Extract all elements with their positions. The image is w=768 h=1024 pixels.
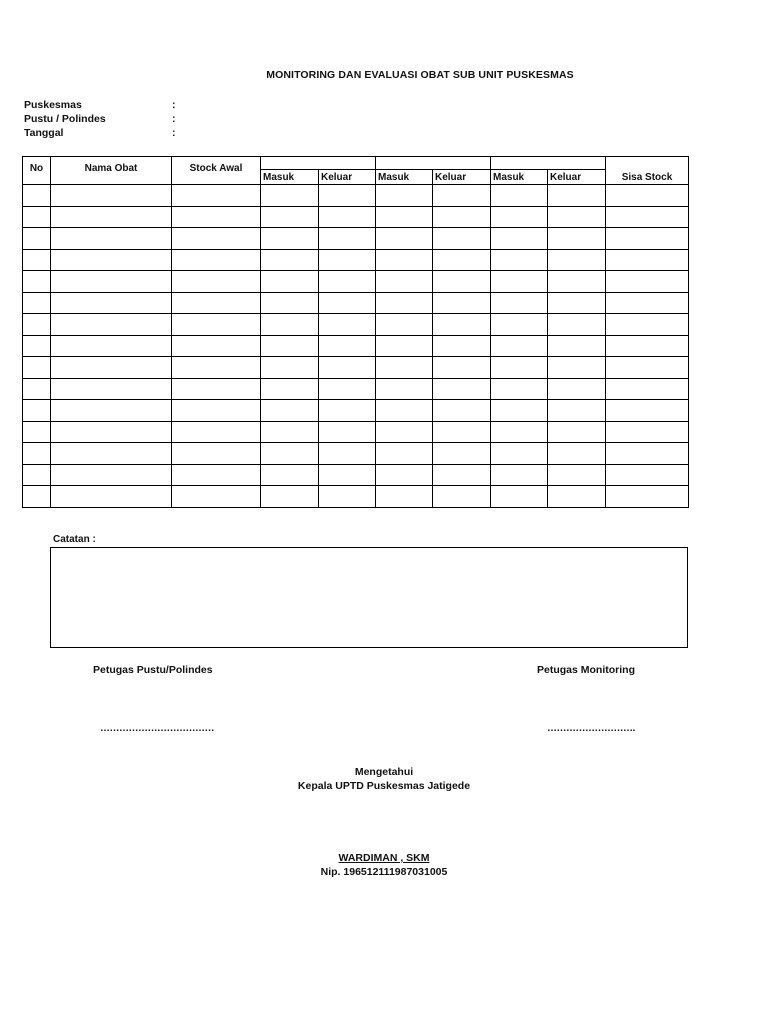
cell-nama-obat[interactable] [51,228,172,250]
cell-keluar-3[interactable] [548,249,606,271]
cell-masuk-2[interactable] [376,421,433,443]
cell-sisa-stock[interactable] [606,443,689,465]
cell-stock-awal[interactable] [172,486,261,508]
cell-masuk-2[interactable] [376,400,433,422]
petugas-monitoring-label: Petugas Monitoring [537,664,635,676]
table-row [23,335,689,357]
cell-nama-obat[interactable] [51,249,172,271]
kepala-name: WARDIMAN , SKM [338,852,430,864]
cell-sisa-stock[interactable] [606,421,689,443]
cell-no[interactable] [23,400,51,422]
cell-nama-obat[interactable] [51,314,172,336]
kepala-title: Kepala UPTD Puskesmas Jatigede [297,780,471,792]
signature-line-right: ………………………. [547,723,635,734]
cell-nama-obat[interactable] [51,400,172,422]
cell-masuk-2[interactable] [376,271,433,293]
table-row [23,314,689,336]
cell-masuk-3[interactable] [491,228,548,250]
cell-stock-awal[interactable] [172,335,261,357]
cell-sisa-stock[interactable] [606,249,689,271]
cell-masuk-1[interactable] [261,378,319,400]
cell-no[interactable] [23,335,51,357]
header-period-3 [491,157,606,170]
cell-masuk-1[interactable] [261,421,319,443]
cell-keluar-1[interactable] [319,400,376,422]
cell-masuk-1[interactable] [261,464,319,486]
cell-nama-obat[interactable] [51,443,172,465]
table-row [23,357,689,379]
cell-masuk-3[interactable] [491,421,548,443]
cell-keluar-3[interactable] [548,314,606,336]
cell-nama-obat[interactable] [51,421,172,443]
cell-masuk-2[interactable] [376,464,433,486]
cell-keluar-1[interactable] [319,464,376,486]
header-nama-obat: Nama Obat [51,157,172,185]
pustu-polindes-colon: : [172,113,176,125]
cell-nama-obat[interactable] [51,292,172,314]
table-row [23,464,689,486]
cell-masuk-3[interactable] [491,271,548,293]
header-sisa-stock: Sisa Stock [606,157,689,185]
cell-stock-awal[interactable] [172,378,261,400]
cell-sisa-stock[interactable] [606,400,689,422]
notes-label: Catatan : [53,534,96,545]
cell-masuk-1[interactable] [261,206,319,228]
tanggal-label: Tanggal [24,127,64,139]
cell-keluar-3[interactable] [548,400,606,422]
cell-no[interactable] [23,357,51,379]
cell-masuk-1[interactable] [261,185,319,207]
tanggal-colon: : [172,127,176,139]
cell-stock-awal[interactable] [172,314,261,336]
cell-masuk-2[interactable] [376,443,433,465]
cell-masuk-3[interactable] [491,335,548,357]
cell-no[interactable] [23,292,51,314]
signature-line-left: ……………………………… [100,723,214,734]
cell-sisa-stock[interactable] [606,292,689,314]
cell-masuk-2[interactable] [376,335,433,357]
medicine-table [22,156,689,508]
table-row [23,249,689,271]
cell-no[interactable] [23,185,51,207]
cell-sisa-stock[interactable] [606,185,689,207]
cell-no[interactable] [23,421,51,443]
cell-keluar-2[interactable] [433,443,491,465]
table-header-row-top [23,157,689,170]
cell-keluar-2[interactable] [433,249,491,271]
cell-keluar-3[interactable] [548,271,606,293]
cell-keluar-2[interactable] [433,486,491,508]
cell-keluar-1[interactable] [319,271,376,293]
mengetahui-label: Mengetahui [354,766,414,778]
cell-keluar-2[interactable] [433,206,491,228]
table-row [23,228,689,250]
cell-keluar-2[interactable] [433,228,491,250]
cell-keluar-3[interactable] [548,206,606,228]
cell-masuk-3[interactable] [491,400,548,422]
cell-keluar-1[interactable] [319,249,376,271]
table-row [23,443,689,465]
cell-sisa-stock[interactable] [606,486,689,508]
cell-masuk-2[interactable] [376,486,433,508]
cell-nama-obat[interactable] [51,464,172,486]
cell-stock-awal[interactable] [172,249,261,271]
header-keluar-3: Keluar [548,170,606,185]
cell-sisa-stock[interactable] [606,228,689,250]
cell-masuk-1[interactable] [261,228,319,250]
cell-keluar-1[interactable] [319,314,376,336]
table-row [23,206,689,228]
cell-masuk-2[interactable] [376,314,433,336]
cell-masuk-2[interactable] [376,292,433,314]
cell-stock-awal[interactable] [172,357,261,379]
cell-masuk-1[interactable] [261,486,319,508]
pustu-polindes-label: Pustu / Polindes [24,113,106,125]
cell-keluar-3[interactable] [548,378,606,400]
cell-masuk-3[interactable] [491,378,548,400]
cell-stock-awal[interactable] [172,185,261,207]
cell-keluar-2[interactable] [433,400,491,422]
cell-no[interactable] [23,228,51,250]
cell-masuk-3[interactable] [491,357,548,379]
cell-keluar-3[interactable] [548,357,606,379]
cell-no[interactable] [23,443,51,465]
cell-masuk-1[interactable] [261,400,319,422]
cell-masuk-2[interactable] [376,357,433,379]
cell-masuk-3[interactable] [491,464,548,486]
table-row [23,486,689,508]
cell-masuk-3[interactable] [491,292,548,314]
cell-keluar-1[interactable] [319,357,376,379]
cell-keluar-2[interactable] [433,314,491,336]
cell-no[interactable] [23,464,51,486]
cell-nama-obat[interactable] [51,486,172,508]
cell-keluar-1[interactable] [319,443,376,465]
cell-keluar-2[interactable] [433,271,491,293]
cell-keluar-1[interactable] [319,378,376,400]
cell-keluar-3[interactable] [548,228,606,250]
cell-no[interactable] [23,206,51,228]
header-masuk-3: Masuk [491,170,548,185]
cell-masuk-3[interactable] [491,206,548,228]
cell-masuk-2[interactable] [376,228,433,250]
table-row [23,421,689,443]
cell-masuk-1[interactable] [261,292,319,314]
cell-masuk-2[interactable] [376,206,433,228]
header-period-2 [376,157,491,170]
cell-masuk-2[interactable] [376,378,433,400]
cell-keluar-2[interactable] [433,378,491,400]
header-period-1 [261,157,376,170]
table-row [23,378,689,400]
cell-masuk-3[interactable] [491,486,548,508]
cell-keluar-1[interactable] [319,185,376,207]
cell-keluar-3[interactable] [548,335,606,357]
document-title: MONITORING DAN EVALUASI OBAT SUB UNIT PUSKESMAS [266,69,574,81]
cell-no[interactable] [23,249,51,271]
cell-masuk-1[interactable] [261,314,319,336]
cell-stock-awal[interactable] [172,400,261,422]
cell-keluar-2[interactable] [433,421,491,443]
cell-masuk-2[interactable] [376,249,433,271]
cell-nama-obat[interactable] [51,271,172,293]
cell-keluar-2[interactable] [433,185,491,207]
cell-nama-obat[interactable] [51,357,172,379]
cell-nama-obat[interactable] [51,378,172,400]
cell-keluar-3[interactable] [548,486,606,508]
cell-keluar-1[interactable] [319,206,376,228]
cell-stock-awal[interactable] [172,271,261,293]
cell-masuk-3[interactable] [491,249,548,271]
header-no: No [23,157,51,185]
cell-stock-awal[interactable] [172,443,261,465]
cell-stock-awal[interactable] [172,464,261,486]
cell-nama-obat[interactable] [51,335,172,357]
cell-masuk-1[interactable] [261,335,319,357]
cell-masuk-1[interactable] [261,443,319,465]
cell-keluar-1[interactable] [319,335,376,357]
cell-masuk-1[interactable] [261,249,319,271]
cell-nama-obat[interactable] [51,206,172,228]
petugas-pustu-label: Petugas Pustu/Polindes [93,664,213,676]
header-keluar-1: Keluar [319,170,376,185]
cell-keluar-2[interactable] [433,292,491,314]
header-masuk-2: Masuk [376,170,433,185]
cell-masuk-3[interactable] [491,185,548,207]
cell-masuk-2[interactable] [376,185,433,207]
cell-masuk-3[interactable] [491,443,548,465]
table-row [23,400,689,422]
header-masuk-1: Masuk [261,170,319,185]
cell-keluar-3[interactable] [548,185,606,207]
cell-keluar-3[interactable] [548,292,606,314]
cell-keluar-2[interactable] [433,464,491,486]
cell-keluar-1[interactable] [319,486,376,508]
cell-no[interactable] [23,314,51,336]
cell-keluar-1[interactable] [319,421,376,443]
cell-no[interactable] [23,486,51,508]
cell-sisa-stock[interactable] [606,357,689,379]
cell-sisa-stock[interactable] [606,314,689,336]
notes-box[interactable] [50,547,688,648]
puskesmas-label: Puskesmas [24,99,82,111]
cell-masuk-1[interactable] [261,357,319,379]
kepala-nip: Nip. 196512111987031005 [320,866,448,878]
cell-keluar-1[interactable] [319,292,376,314]
cell-keluar-3[interactable] [548,421,606,443]
header-keluar-2: Keluar [433,170,491,185]
cell-sisa-stock[interactable] [606,464,689,486]
cell-sisa-stock[interactable] [606,271,689,293]
cell-stock-awal[interactable] [172,228,261,250]
table-row [23,292,689,314]
cell-no[interactable] [23,378,51,400]
cell-keluar-2[interactable] [433,357,491,379]
header-stock-awal: Stock Awal [172,157,261,185]
cell-nama-obat[interactable] [51,185,172,207]
table-row [23,271,689,293]
cell-masuk-1[interactable] [261,271,319,293]
cell-keluar-2[interactable] [433,335,491,357]
puskesmas-colon: : [172,99,176,111]
cell-masuk-3[interactable] [491,314,548,336]
cell-sisa-stock[interactable] [606,206,689,228]
cell-stock-awal[interactable] [172,206,261,228]
cell-sisa-stock[interactable] [606,335,689,357]
cell-no[interactable] [23,271,51,293]
table-row [23,185,689,207]
cell-stock-awal[interactable] [172,421,261,443]
cell-stock-awal[interactable] [172,292,261,314]
cell-keluar-1[interactable] [319,228,376,250]
cell-sisa-stock[interactable] [606,378,689,400]
cell-keluar-3[interactable] [548,464,606,486]
cell-keluar-3[interactable] [548,443,606,465]
